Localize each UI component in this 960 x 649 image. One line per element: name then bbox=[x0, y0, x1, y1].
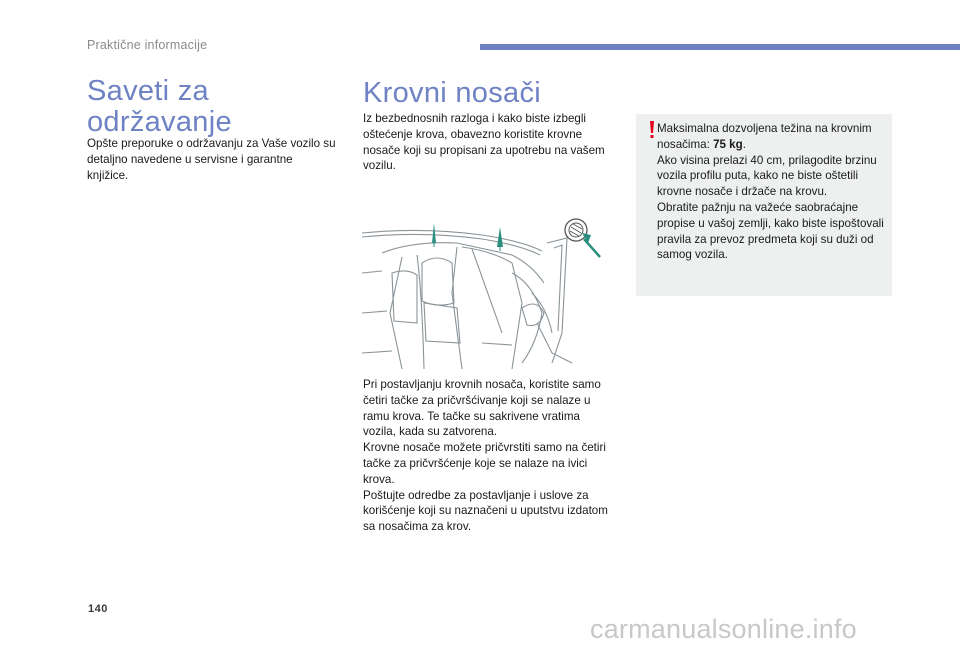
warning-regulations: Obratite pažnju na važeće saobraćajne propise u vašoj zemlji, kako biste ispoštovali pravila za prevoz predmeta koji su duži od samog vozila. bbox=[657, 200, 884, 262]
section-header-label: Praktične informacije bbox=[87, 38, 208, 52]
roof-racks-intro-paragraph: Iz bezbednosnih razloga i kako biste izbegli oštećenje krova, obavezno koristite krovne nosače koji su propisani za upotrebu na vašem vozilu. bbox=[363, 112, 605, 173]
roof-racks-title: Krovni nosači bbox=[363, 77, 541, 109]
car-roof-illustration bbox=[362, 213, 616, 369]
maintenance-body bbox=[87, 136, 337, 183]
instructions-paragraph-1: Pri postavljanju krovnih nosača, koristite samo četiri tačke za pričvršćivanje koji se nalaze u ramu krova. Te tačke su sakrivene vratima vozila, kada su zatvorena. bbox=[363, 378, 601, 439]
warning-height-advice: Ako visina prelazi 40 cm, prilagodite brzinu vozila profilu puta, kako ne biste oštetili krovne nosače i držače na krovu. bbox=[657, 153, 877, 199]
maintenance-title-line1: Saveti za bbox=[87, 75, 209, 107]
roof-racks-instructions bbox=[363, 377, 615, 535]
exclamation-icon bbox=[647, 120, 657, 140]
warning-max-weight-prefix: Maksimalna dozvoljena težina na krovnim nosačima: bbox=[657, 122, 872, 151]
warning-max-weight bbox=[657, 121, 887, 153]
roof-racks-intro bbox=[363, 111, 613, 174]
instructions-paragraph-3: Poštujte odredbe za postavljanje i uslove za korišćenje koji su naznačeni u uputstvu izdatom sa nosačima za krov. bbox=[363, 488, 608, 534]
warning-max-weight-value: 75 kg bbox=[713, 137, 743, 151]
header-accent-bar bbox=[480, 44, 960, 50]
maintenance-title-line2: održavanje bbox=[87, 106, 232, 138]
maintenance-paragraph: Opšte preporuke o održavanju za Vaše vozilo su detaljno navedene u servisne i garantne knjižice. bbox=[87, 137, 336, 182]
watermark: carmanualsonline.info bbox=[590, 614, 857, 644]
warning-text bbox=[657, 121, 887, 263]
page-number: 140 bbox=[88, 603, 108, 615]
instructions-paragraph-2: Krovne nosače možete pričvrstiti samo na četiri tačke za pričvršćenje koje se nalaze na ivici krova. bbox=[363, 441, 606, 486]
maintenance-title bbox=[87, 76, 232, 138]
warning-max-weight-suffix: . bbox=[742, 137, 746, 151]
